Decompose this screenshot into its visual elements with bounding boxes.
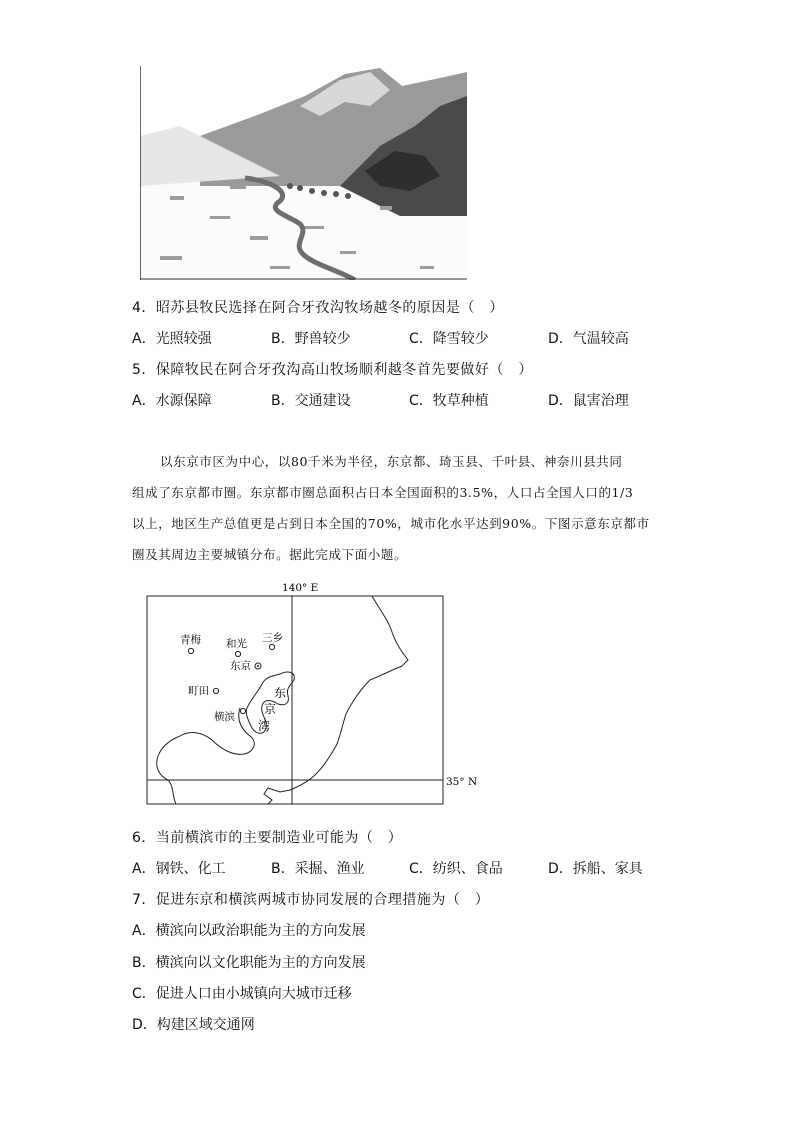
tokyo-metro-map xyxy=(140,580,480,810)
q5-option-c[interactable]: C．牧草种植 xyxy=(409,393,489,409)
q4-option-b[interactable]: B．野兽较少 xyxy=(271,331,351,347)
reading-passage xyxy=(132,446,667,570)
q6-option-d[interactable]: D．拆船、家具 xyxy=(548,861,643,877)
question-4-stem: 4．昭苏县牧民选择在阿合牙孜沟牧场越冬的原因是（ ） xyxy=(132,300,504,316)
map-bay-char-1: 东 xyxy=(274,686,287,700)
map-city-machida: 町田 xyxy=(188,685,209,697)
q5-option-b[interactable]: B．交通建设 xyxy=(271,393,351,409)
map-city-yokohama: 横滨 xyxy=(214,711,235,723)
map-bay-char-2: 京 xyxy=(264,702,277,716)
map-bay-char-3: 湾 xyxy=(258,719,271,733)
map-city-qingmei: 青梅 xyxy=(180,634,201,646)
passage-line-2: 组成了东京都市圈。东京都市圈总面积占日本全国面积的3.5%，人口占全国人口的1/3 xyxy=(132,485,634,500)
passage-line-4: 圈及其周边主要城镇分布。据此完成下面小题。 xyxy=(132,547,408,562)
question-7-stem: 7．促进东京和横滨两城市协同发展的合理措施为（ ） xyxy=(132,892,490,908)
passage-line-1: 以东京市区为中心，以80千米为半径，东京都、琦玉县、千叶县、神奈川县共同 xyxy=(160,454,623,469)
question-5-stem: 5．保障牧民在阿合牙孜沟高山牧场顺利越冬首先要做好（ ） xyxy=(132,362,533,378)
q4-option-d[interactable]: D．气温较高 xyxy=(548,331,629,347)
passage-line-3: 以上，地区生产总值更是占到日本全国的70%，城市化水平达到90%。下图示意东京都市 xyxy=(132,516,650,531)
map-city-tokyo: 东京 xyxy=(230,660,251,672)
q7-option-b[interactable]: B．横滨向以文化职能为主的方向发展 xyxy=(132,955,366,971)
q4-option-c[interactable]: C．降雪较少 xyxy=(409,331,489,347)
q5-option-d[interactable]: D．鼠害治理 xyxy=(548,393,629,409)
q6-option-b[interactable]: B．采掘、渔业 xyxy=(271,861,365,877)
map-latitude-label: 35° N xyxy=(446,776,478,788)
map-city-heguang: 和光 xyxy=(226,638,247,650)
question-6-stem: 6．当前横滨市的主要制造业可能为（ ） xyxy=(132,830,403,846)
q4-option-a[interactable]: A．光照较强 xyxy=(132,331,212,347)
q5-option-a[interactable]: A．水源保障 xyxy=(132,393,212,409)
q7-option-c[interactable]: C．促进人口由小城镇向大城市迁移 xyxy=(132,986,352,1002)
q6-option-c[interactable]: C．纺织、食品 xyxy=(409,861,503,877)
q7-option-d[interactable]: D．构建区域交通网 xyxy=(132,1017,255,1033)
q7-option-a[interactable]: A．横滨向以政治职能为主的方向发展 xyxy=(132,923,366,939)
mountain-valley-photo xyxy=(140,66,467,280)
map-city-sanxiang: 三乡 xyxy=(262,632,283,644)
q6-option-a[interactable]: A．钢铁、化工 xyxy=(132,861,226,877)
map-longitude-label: 140° E xyxy=(282,582,319,594)
